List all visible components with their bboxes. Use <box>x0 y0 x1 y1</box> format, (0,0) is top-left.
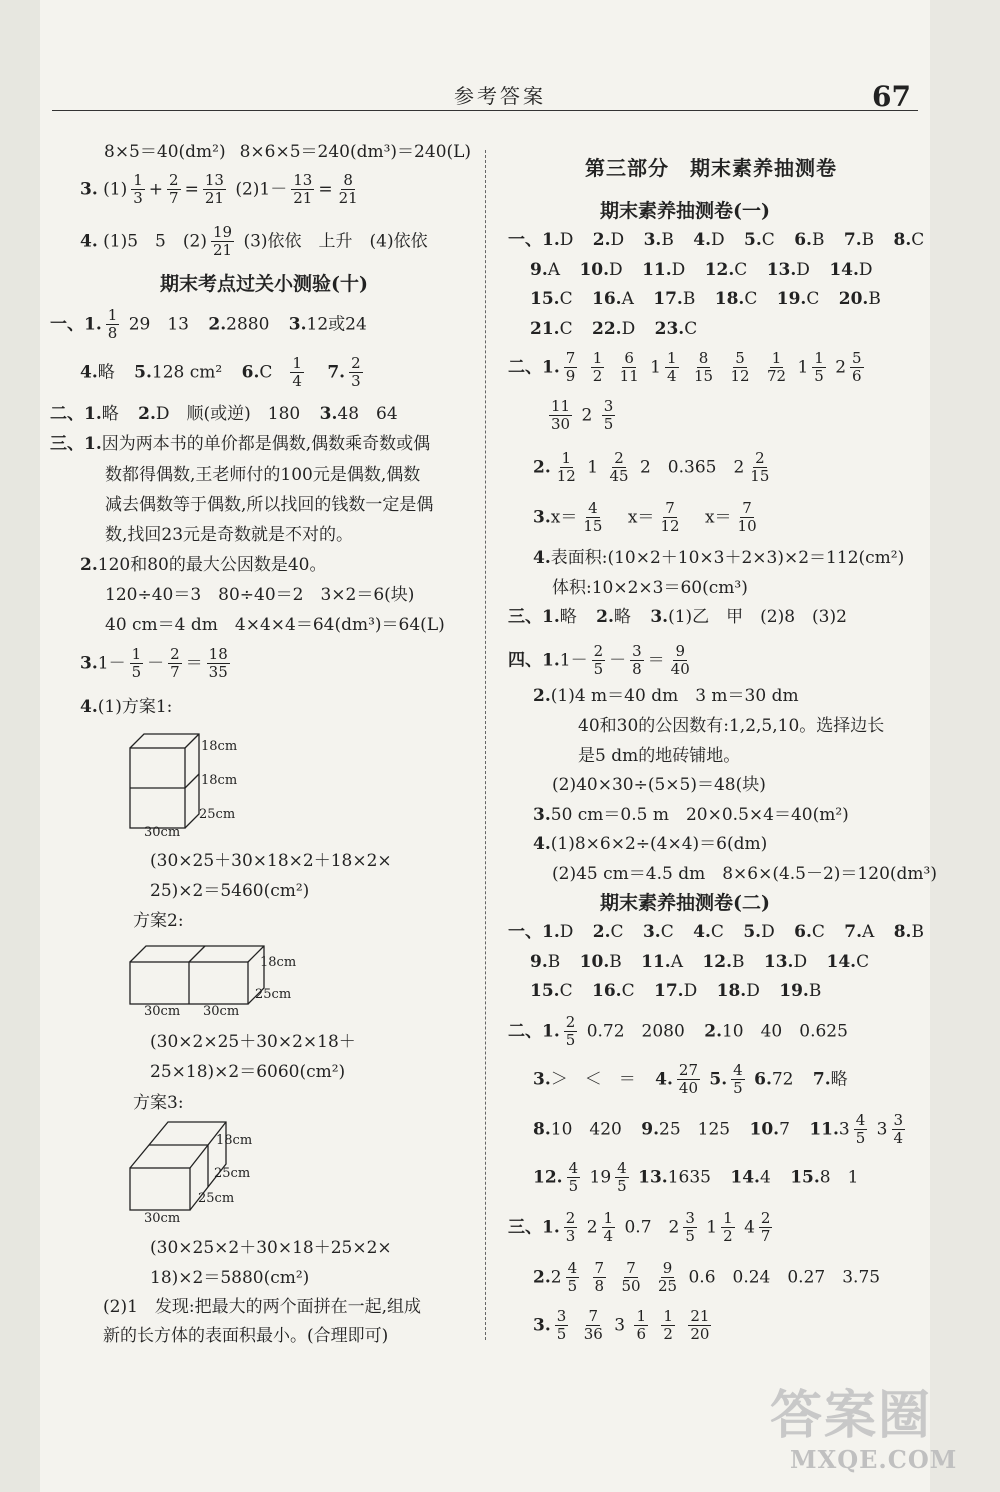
section-title-10: 期末考点过关小测验(十) <box>160 273 368 295</box>
fraction: $\frac{9}{25}$ <box>657 1259 678 1296</box>
site-watermark <box>770 1385 990 1485</box>
dim-label: 18cm <box>201 773 238 788</box>
calc-plan-1-line1: (30×25＋30×18×2＋18×2× <box>150 851 392 871</box>
fraction: $\frac{9}{40}$ <box>670 642 690 679</box>
test1-mc-row2: 9.A 10.D 11.D 12.C 13.D 14.D <box>530 260 873 280</box>
finding-line2: 新的长方体的表面积最小。(合理即可) <box>103 1326 389 1346</box>
test1-fill-row4: 3.x＝ $\frac{4}{15}$ x＝ $\frac{7}{12}$ x＝ $\frac{7}{10}$ <box>533 499 757 536</box>
test1-part4-2-line4: (2)40×30÷(5×5)＝48(块) <box>552 775 766 795</box>
fraction: $\frac{1}{4}$ <box>292 354 302 391</box>
test1-mc-row1: 一、1.D 2.D 3.B 4.D 5.C 6.B 7.B 8.C <box>508 230 925 250</box>
fraction: $\frac{1}{3}$ <box>133 171 143 208</box>
left-line-5: 一、1. $\frac{1}{8}$ 29 13 2.2880 3.12或24 <box>50 306 367 343</box>
fraction: $\frac{2}{7}$ <box>760 1209 771 1246</box>
test-2-title: 期末素养抽测卷(二) <box>600 892 770 914</box>
finding-line1: (2)1 发现:把最大的两个面拼在一起,组成 <box>103 1297 422 1317</box>
header-rule <box>52 110 918 111</box>
fraction: $\frac{4}{5}$ <box>617 1159 627 1196</box>
test1-part3: 三、1.略 2.略 3.(1)乙 甲 (2)8 (3)2 <box>508 607 847 627</box>
test1-part4-3: 3.50 cm＝0.5 m 20×0.5×4＝40(m²) <box>533 805 849 825</box>
left-line-1: 8×5＝40(dm²) 8×6×5＝240(dm³)＝240(L) <box>104 142 472 162</box>
fraction: $\frac{1}{5}$ <box>131 645 142 682</box>
left-s3-1-line1: 三、1.因为两本书的单价都是偶数,偶数乘奇数或偶 <box>50 434 431 454</box>
fraction: $\frac{4}{15}$ <box>583 499 603 536</box>
dim-label: 30cm <box>144 825 181 840</box>
fraction: $\frac{3}{4}$ <box>893 1111 904 1148</box>
scan-shadow-right <box>930 0 1000 1492</box>
fraction: $\frac{1}{5}$ <box>814 349 824 386</box>
fraction: $\frac{8}{21}$ <box>338 171 358 208</box>
test1-part4-row1: 四、1.1－ $\frac{2}{5}$ － $\frac{3}{8}$ ＝ $\frac{9}{40}$ <box>508 642 690 679</box>
fraction: $\frac{6}{11}$ <box>619 349 639 386</box>
test1-fill-row2: $\frac{11}{30}$ 2 $\frac{3}{5}$ <box>551 397 614 434</box>
calc-plan-1-line2: 25)×2＝5460(cm²) <box>150 881 310 901</box>
column-divider <box>485 150 486 1340</box>
box-figure-plan-2 <box>128 940 268 1006</box>
test1-part4-4-line2: (2)45 cm＝4.5 dm 8×6×(4.5－2)＝120(dm³) <box>552 864 937 884</box>
test2-fill-row2: 3.＞ ＜ ＝ 4. $\frac{27}{40}$ 5. $\frac{4}{5}$ 6.72 7.略 <box>533 1061 848 1098</box>
dim-label: 25cm <box>198 1191 235 1206</box>
calc-plan-3-line1: (30×25×2＋30×18＋25×2× <box>150 1238 392 1258</box>
dim-label: 25cm <box>199 807 236 822</box>
test2-mc-row2: 9.B 10.B 11.A 12.B 13.D 14.C <box>530 952 870 972</box>
calc-plan-3-line2: 18)×2＝5880(cm²) <box>150 1268 310 1288</box>
test-1-title: 期末素养抽测卷(一) <box>600 200 770 222</box>
fraction: $\frac{1}{72}$ <box>766 349 787 386</box>
test1-part4-2-line1: 2.(1)4 m＝40 dm 3 m＝30 dm <box>533 686 799 706</box>
left-s3-2-line1: 2.120和80的最大公因数是40。 <box>80 555 327 575</box>
left-s3-4: 4.(1)方案1: <box>80 697 173 717</box>
fraction: $\frac{2}{15}$ <box>750 449 770 486</box>
dim-label: 18cm <box>201 739 238 754</box>
fraction: $\frac{1}{8}$ <box>107 306 118 343</box>
fraction: $\frac{27}{40}$ <box>678 1061 698 1098</box>
fraction: $\frac{7}{8}$ <box>594 1259 605 1296</box>
test1-fill-row3: 2. $\frac{1}{12}$ 1 $\frac{2}{45}$ 2 0.365 2 $\frac{2}{15}$ <box>533 449 770 486</box>
plan-2-label: 方案2: <box>133 911 184 931</box>
fraction: $\frac{7}{10}$ <box>737 499 757 536</box>
fraction: $\frac{7}{36}$ <box>583 1307 603 1344</box>
test1-fill-row1: 二、1. $\frac{7}{9}$ $\frac{1}{2}$ $\frac{6}{11}$ 1 $\frac{1}{4}$ $\frac{8}{15}$ $\frac{5}{12}$ $\frac{1}{72}$ 1 $\frac{1}{5}$ 2 $\frac{5}{6}$ <box>508 349 862 386</box>
fraction: $\frac{2}{7}$ <box>169 171 179 208</box>
page-header-title: 参考答案 <box>454 84 546 108</box>
fraction: $\frac{13}{21}$ <box>204 171 224 208</box>
test1-mc-row3: 15.C 16.A 17.B 18.C 19.C 20.B <box>530 289 881 309</box>
test2-fill-row4: 12. $\frac{4}{5}$ 19 $\frac{4}{5}$ 13.1635 14.4 15.8 1 <box>533 1159 859 1196</box>
watermark-logo-text: 答案圈 <box>770 1385 933 1446</box>
left-s3-1-line4: 数,找回23元是奇数就是不对的。 <box>105 525 354 545</box>
scan-shadow-left <box>0 0 40 1492</box>
test1-fill-row6: 体积:10×2×3＝60(cm³) <box>552 578 748 598</box>
left-line-7: 二、1.略 2.D 顺(或逆) 180 3.48 64 <box>50 404 398 424</box>
calc-plan-2-line1: (30×2×25＋30×2×18＋ <box>150 1032 356 1052</box>
test1-fill-row5: 4.表面积:(10×2＋10×3＋2×3)×2＝112(cm²) <box>533 548 905 568</box>
fraction: $\frac{13}{21}$ <box>293 171 313 208</box>
fraction: $\frac{1}{4}$ <box>666 349 677 386</box>
fraction: $\frac{5}{12}$ <box>730 349 750 386</box>
fraction: $\frac{1}{2}$ <box>592 349 603 386</box>
fraction: $\frac{3}{5}$ <box>556 1307 567 1344</box>
fraction: $\frac{18}{35}$ <box>208 645 228 682</box>
test2-part3-row3: 3. $\frac{3}{5}$ $\frac{7}{36}$ 3 $\frac{1}{6}$ $\frac{1}{2}$ $\frac{21}{20}$ <box>533 1307 710 1344</box>
left-s3-2-line2: 120÷40＝3 80÷40＝2 3×2＝6(块) <box>105 585 415 605</box>
calc-plan-2-line2: 25×18)×2＝6060(cm²) <box>150 1062 346 1082</box>
test2-part3-row2: 2.2 $\frac{4}{5}$ $\frac{7}{8}$ $\frac{7}{50}$ $\frac{9}{25}$ 0.6 0.24 0.27 3.75 <box>533 1259 881 1296</box>
page-number: 67 <box>872 80 911 113</box>
left-s3-1-line2: 数都得偶数,王老师付的100元是偶数,偶数 <box>105 465 421 485</box>
fraction: $\frac{2}{5}$ <box>565 1013 576 1050</box>
fraction: $\frac{8}{15}$ <box>693 349 714 386</box>
fraction: $\frac{3}{5}$ <box>685 1209 695 1246</box>
fraction: $\frac{11}{30}$ <box>551 397 571 434</box>
box-figure-plan-1 <box>128 722 208 830</box>
fraction: $\frac{3}{8}$ <box>632 642 642 679</box>
test2-part3-row1: 三、1. $\frac{2}{3}$ 2 $\frac{1}{4}$ 0.7 2 $\frac{3}{5}$ 1 $\frac{1}{2}$ 4 $\frac{2}{7}$ <box>508 1209 771 1246</box>
fraction: $\frac{7}{50}$ <box>621 1259 641 1296</box>
test2-mc-row1: 一、1.D 2.C 3.C 4.C 5.D 6.C 7.A 8.B <box>508 922 924 942</box>
left-s3-1-line3: 减去偶数等于偶数,所以找回的钱数一定是偶 <box>105 495 434 515</box>
fraction: $\frac{21}{20}$ <box>690 1307 710 1344</box>
left-line-3: 3. (1) $\frac{1}{3}$ + $\frac{2}{7}$ = $\frac{13}{21}$ (2)1－ $\frac{13}{21}$ = $\frac{8}{21}$ <box>80 171 358 208</box>
fraction: $\frac{7}{9}$ <box>565 349 576 386</box>
test2-fill-row3: 8.10 420 9.25 125 10.7 11.3 $\frac{4}{5}$ 3 $\frac{3}{4}$ <box>533 1111 904 1148</box>
fraction: $\frac{1}{6}$ <box>636 1307 646 1344</box>
fraction: $\frac{5}{6}$ <box>852 349 862 386</box>
fraction: $\frac{2}{5}$ <box>593 642 604 679</box>
fraction: $\frac{3}{5}$ <box>603 397 614 434</box>
part-title: 第三部分 期末素养抽测卷 <box>585 156 837 180</box>
fraction: $\frac{1}{4}$ <box>603 1209 614 1246</box>
left-line-4: 4. (1)5 5 (2) $\frac{19}{21}$ (3)依依 上升 (4)依依 <box>80 223 428 260</box>
fraction: $\frac{4}{5}$ <box>733 1061 743 1098</box>
fraction: $\frac{4}{5}$ <box>855 1111 866 1148</box>
fraction: $\frac{1}{2}$ <box>663 1307 673 1344</box>
left-s3-3: 3.1－ $\frac{1}{5}$ － $\frac{2}{7}$ ＝ $\frac{18}{35}$ <box>80 645 228 682</box>
dim-label: 18cm <box>216 1133 253 1148</box>
watermark-url: MXQE.COM <box>790 1445 958 1474</box>
fraction: $\frac{19}{21}$ <box>212 223 233 260</box>
dim-label: 18cm <box>260 955 297 970</box>
dim-label: 25cm <box>214 1166 251 1181</box>
test2-mc-row3: 15.C 16.C 17.D 18.D 19.B <box>530 981 822 1001</box>
test1-part4-2-line2: 40和30的公因数有:1,2,5,10。选择边长 <box>578 716 885 736</box>
fraction: $\frac{2}{45}$ <box>609 449 629 486</box>
test1-part4-2-line3: 是5 dm的地砖铺地。 <box>578 746 741 766</box>
test2-fill-row1: 二、1. $\frac{2}{5}$ 0.72 2080 2.10 40 0.625 <box>508 1013 848 1050</box>
plan-3-label: 方案3: <box>133 1093 184 1113</box>
fraction: $\frac{4}{5}$ <box>568 1159 579 1196</box>
fraction: $\frac{2}{3}$ <box>565 1209 576 1246</box>
left-s3-2-line3: 40 cm＝4 dm 4×4×4＝64(dm³)＝64(L) <box>105 615 445 635</box>
fraction: $\frac{7}{12}$ <box>660 499 680 536</box>
fraction: $\frac{2}{7}$ <box>170 645 180 682</box>
fraction: $\frac{1}{2}$ <box>723 1209 733 1246</box>
dim-label: 30cm <box>144 1211 181 1226</box>
test1-part4-4-line1: 4.(1)8×6×2÷(4×4)＝6(dm) <box>533 834 768 854</box>
dim-label: 25cm <box>255 987 292 1002</box>
fraction: $\frac{2}{3}$ <box>351 354 361 391</box>
fraction: $\frac{4}{5}$ <box>567 1259 578 1296</box>
dim-label: 30cm <box>203 1004 240 1019</box>
test1-mc-row4: 21.C 22.D 23.C <box>530 319 698 339</box>
fraction: $\frac{1}{12}$ <box>556 449 576 486</box>
dim-label: 30cm <box>144 1004 181 1019</box>
left-line-6: 4.略 5.128 cm² 6.C $\frac{1}{4}$ 7. $\frac{2}{3}$ <box>80 354 361 391</box>
